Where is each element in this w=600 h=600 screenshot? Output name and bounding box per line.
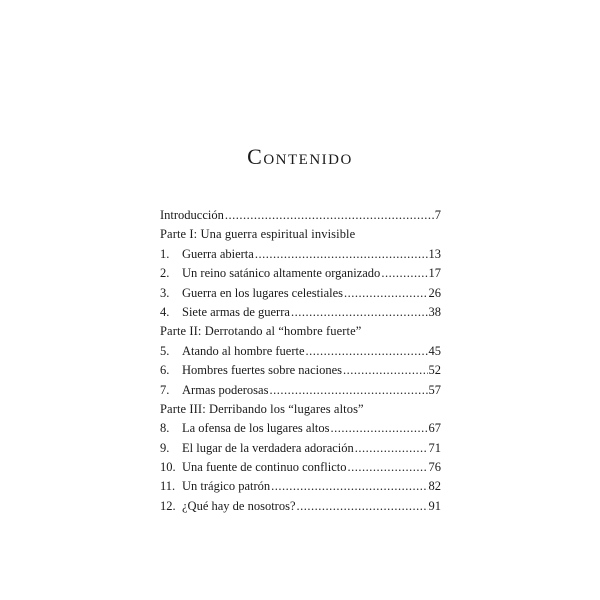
toc-entry-number: 5.	[160, 343, 170, 358]
toc-entry	[160, 264, 441, 283]
toc-page-number: 67	[428, 421, 441, 436]
toc-page-number: 17	[428, 266, 441, 281]
toc-entry-label: Guerra abierta	[182, 246, 254, 261]
dot-leader	[297, 497, 428, 516]
toc-entry-number: 10.	[160, 460, 176, 475]
page-title: Contenido	[247, 144, 353, 169]
toc-entry-label: Hombres fuertes sobre naciones	[182, 363, 343, 378]
toc-entry-label: El lugar de la verdadera adoración	[182, 440, 354, 455]
toc-entry-number: 2.	[160, 266, 170, 281]
dot-leader	[269, 381, 427, 400]
toc-page-number: 45	[428, 343, 441, 358]
toc-entry-label: Siete armas de guerra	[182, 304, 290, 319]
toc-page-number: 91	[428, 498, 441, 513]
dot-leader	[344, 284, 427, 303]
toc-entry-number: 1.	[160, 246, 170, 261]
toc-entry	[160, 206, 441, 225]
toc-entry	[160, 381, 441, 400]
dot-leader	[225, 206, 434, 225]
toc-page-number: 26	[428, 285, 441, 300]
toc-entry	[160, 361, 441, 380]
toc-entry-label: Guerra en los lugares celestiales	[182, 285, 344, 300]
toc-entry-label: Un reino satánico altamente organizado	[182, 266, 381, 281]
dot-leader	[255, 245, 428, 264]
toc-page-number: 76	[428, 460, 441, 475]
toc-entry-number: 12.	[160, 498, 176, 513]
toc-entry-number: 7.	[160, 382, 170, 397]
toc-entry-label: La ofensa de los lugares altos	[182, 421, 330, 436]
toc-part-heading	[160, 225, 441, 244]
toc-entry-number: 4.	[160, 304, 170, 319]
dot-leader	[343, 361, 427, 380]
table-of-contents	[160, 206, 441, 516]
toc-entry-label: ¿Qué hay de nosotros?	[182, 498, 296, 513]
toc-entry-number: 8.	[160, 421, 170, 436]
toc-page-number: 71	[428, 440, 441, 455]
toc-entry-label: Introducción	[160, 207, 224, 222]
toc-part-label: Parte I: Una guerra espiritual invisible	[160, 227, 356, 242]
toc-entry-number: 3.	[160, 285, 170, 300]
toc-part-heading	[160, 400, 441, 419]
toc-entry-number: 9.	[160, 440, 170, 455]
toc-part-heading	[160, 322, 441, 341]
toc-entry	[160, 497, 441, 516]
toc-part-label: Parte III: Derribando los “lugares altos”	[160, 401, 364, 416]
dot-leader	[348, 458, 428, 477]
dot-leader	[306, 342, 428, 361]
toc-entry-label: Armas poderosas	[182, 382, 269, 397]
toc-entry-label: Un trágico patrón	[182, 479, 271, 494]
toc-entry	[160, 303, 441, 322]
toc-entry-label: Una fuente de continuo conflicto	[182, 460, 347, 475]
toc-entry-number: 11.	[160, 479, 176, 494]
toc-entry	[160, 439, 441, 458]
toc-page-number: 38	[428, 304, 441, 319]
toc-entry-label: Atando al hombre fuerte	[182, 343, 305, 358]
dot-leader	[355, 439, 428, 458]
toc-entry	[160, 419, 441, 438]
toc-page-number: 57	[428, 382, 441, 397]
toc-entry	[160, 342, 441, 361]
toc-page-number: 52	[428, 363, 441, 378]
toc-part-label: Parte II: Derrotando al “hombre fuerte”	[160, 324, 362, 339]
dot-leader	[291, 303, 428, 322]
toc-entry	[160, 477, 441, 496]
dot-leader	[271, 477, 427, 496]
toc-entry	[160, 284, 441, 303]
toc-page-number: 7	[434, 207, 441, 222]
toc-entry	[160, 458, 441, 477]
dot-leader	[331, 419, 428, 438]
toc-entry	[160, 245, 441, 264]
toc-entry-number: 6.	[160, 363, 170, 378]
toc-page-number: 13	[428, 246, 441, 261]
dot-leader	[381, 264, 427, 283]
toc-page-number: 82	[428, 479, 441, 494]
